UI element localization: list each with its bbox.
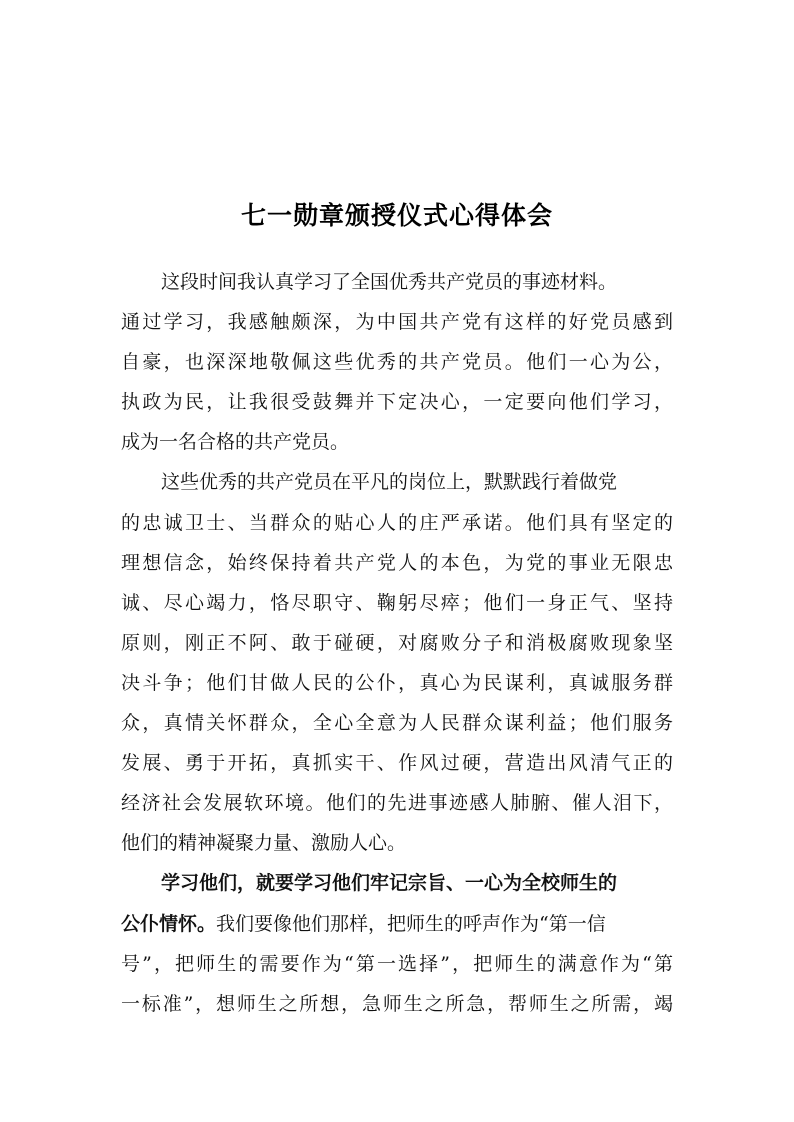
text-line: 自豪，也深深地敬佩这些优秀的共产党员。他们一心为公，: [121, 351, 673, 374]
paragraph-3: [121, 863, 673, 1023]
text-run: 我们要像他们那样，把师生的呼声作为“第一信: [216, 912, 606, 935]
text-line: 原则，刚正不阿、敢于碰硬，对腐败分子和消极腐败现象坚: [121, 631, 673, 654]
document-title: 七一勋章颁授仪式心得体会: [240, 201, 553, 230]
text-line: 一标准”，想师生之所想，急师生之所急，帮师生之所需，竭: [121, 992, 673, 1015]
paragraph-2: [121, 462, 673, 863]
text-line: 理想信念，始终保持着共产党人的本色，为党的事业无限忠: [121, 551, 673, 574]
text-line: 诚、尽心竭力，恪尽职守、鞠躬尽瘁；他们一身正气、坚持: [121, 591, 673, 614]
text-line: 经济社会发展软环境。他们的先进事迹感人肺腑、催人泪下，: [121, 792, 673, 815]
text-line: 成为一名合格的共产党员。: [121, 431, 350, 454]
text-line: 他们的精神凝聚力量、激励人心。: [121, 832, 407, 855]
text-line: 通过学习，我感触颇深，为中国共产党有这样的好党员感到: [121, 311, 673, 334]
document-body: [121, 262, 673, 1024]
text-line: 执政为民，让我很受鼓舞并下定决心，一定要向他们学习，: [121, 391, 673, 414]
text-line: 这些优秀的共产党员在平凡的岗位上，默默践行着做党: [161, 471, 618, 494]
bold-heading-line: 学习他们，就要学习他们牢记宗旨、一心为全校师生的: [161, 872, 618, 895]
text-line: [121, 904, 673, 944]
bold-heading-end: 公仆情怀。: [121, 912, 217, 935]
text-line: 众，真情关怀群众，全心全意为人民群众谋利益；他们服务: [121, 712, 673, 735]
text-line: 号”，把师生的需要作为“第一选择”，把师生的满意作为“第: [121, 952, 673, 975]
text-line: 发展、勇于开拓，真抓实干、作风过硬，营造出风清气正的: [121, 752, 673, 775]
text-line: 这段时间我认真学习了全国优秀共产党员的事迹材料。: [161, 271, 618, 293]
paragraph-1: [121, 262, 673, 462]
text-line: 的忠诚卫士、当群众的贴心人的庄严承诺。他们具有坚定的: [121, 511, 673, 534]
text-line: 决斗争；他们甘做人民的公仆，真心为民谋利，真诚服务群: [121, 671, 673, 694]
